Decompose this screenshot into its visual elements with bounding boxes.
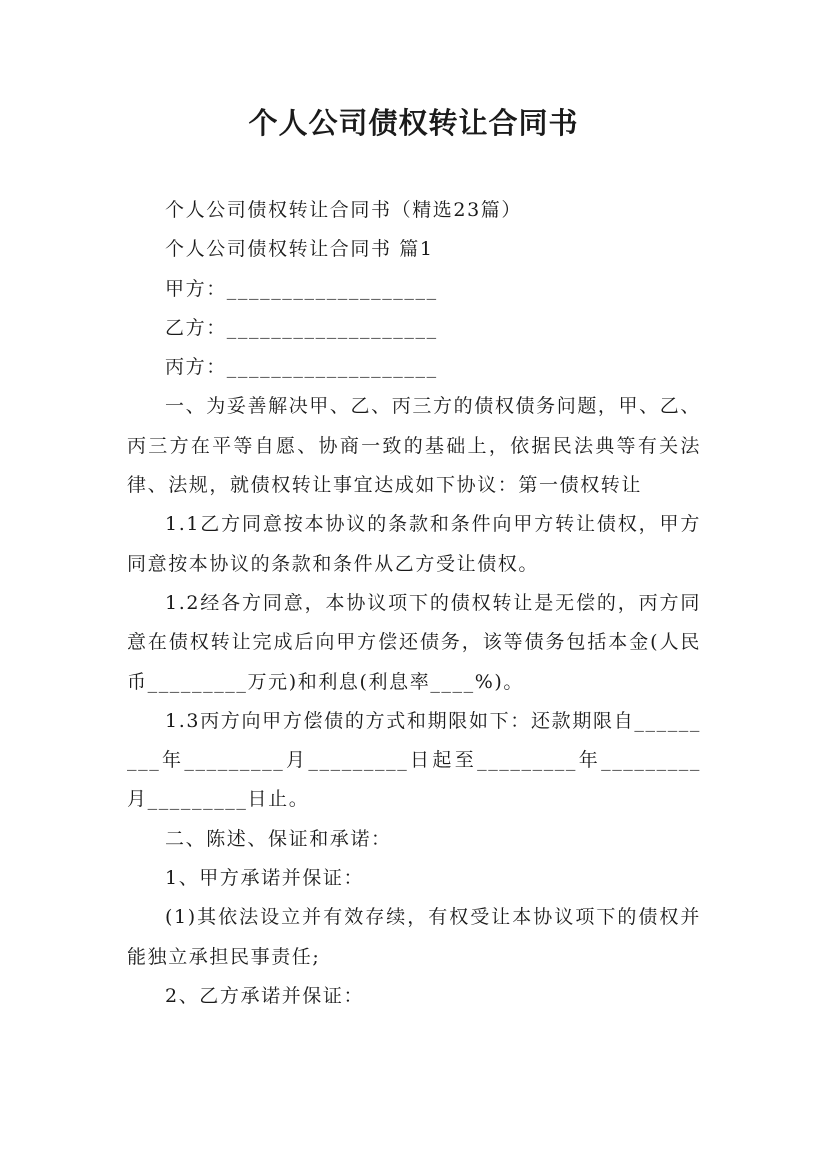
party-b-promise-heading: 2、乙方承诺并保证： [165, 984, 365, 1007]
section-heading: 个人公司债权转让合同书 篇1 [165, 238, 434, 261]
party-a-promise-heading: 1、甲方承诺并保证： [165, 867, 365, 890]
clause-1-1-paragraph: 1.1乙方同意按本协议的条款和条件向甲方转让债权，甲方同意按本协议的条款和条件从乙方受让债权。 [127, 513, 701, 575]
party-a-promise-item-1: (1)其依法设立并有效存续，有权受让本协议项下的债权并能独立承担民事责任; [127, 906, 701, 968]
subtitle-paragraph: 个人公司债权转让合同书（精选23篇） [165, 199, 522, 221]
clause-intro-paragraph: 一、为妥善解决甲、乙、丙三方的债权债务问题，甲、乙、丙三方在平等自愿、协商一致的基础上，依据民法典等有关法律、法规，就债权转让事宜达成如下协议：第一债权转让 [127, 395, 701, 497]
document-title: 个人公司债权转让合同书 [248, 106, 579, 140]
party-b-line: 乙方：___________________ [165, 316, 438, 339]
document-body [127, 191, 701, 1016]
clause-1-3-paragraph: 1.3丙方向甲方偿债的方式和期限如下：还款期限自_________年_________月_________日起至_________年_________月_________日止。 [127, 709, 701, 811]
clause-1-2-paragraph: 1.2经各方同意，本协议项下的债权转让是无偿的，丙方同意在债权转让完成后向甲方偿还债务，该等债务包括本金(人民币_________万元)和利息(利息率____%)。 [127, 591, 701, 693]
party-a-line: 甲方：___________________ [165, 277, 438, 300]
party-c-line: 丙方：___________________ [165, 356, 438, 379]
section-2-heading: 二、陈述、保证和承诺： [165, 827, 392, 850]
